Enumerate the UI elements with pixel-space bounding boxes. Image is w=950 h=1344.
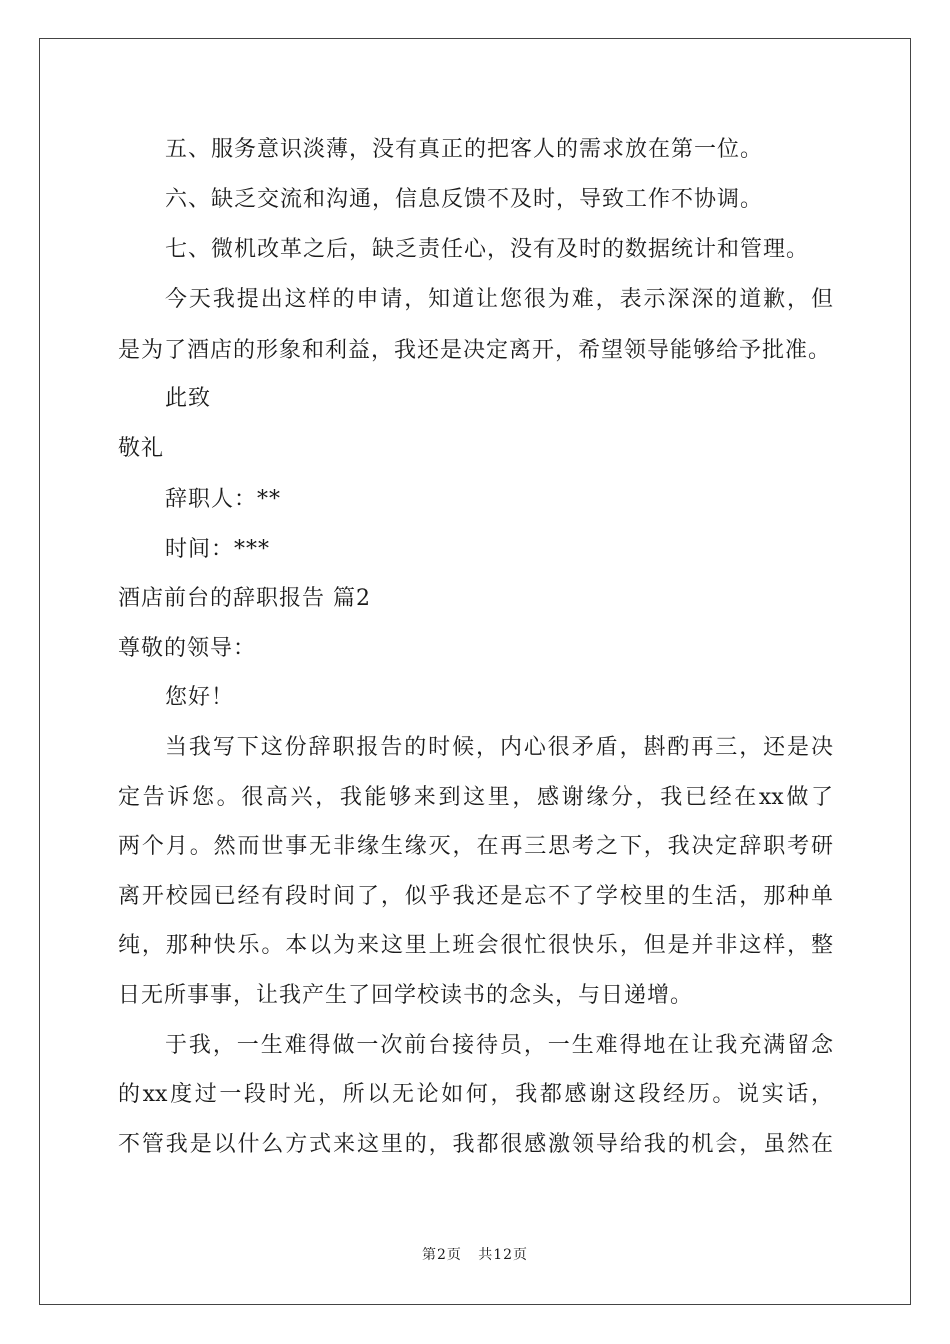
text-line: 定告诉您。很高兴，我能够来到这里，感谢缘分，我已经在xx做了	[118, 785, 833, 810]
text-line: 五、服务意识淡薄，没有真正的把客人的需求放在第一位。	[165, 137, 764, 162]
text-line: 日无所事事，让我产生了回学校读书的念头，与日递增。	[118, 983, 694, 1008]
page-footer: 第2页 共12页	[421, 1247, 529, 1263]
hello-line: 您好！	[165, 685, 235, 710]
text-line: 的xx度过一段时光，所以无论如何，我都感谢这段经历。说实话，	[118, 1082, 833, 1107]
text-line: 离开校园已经有段时间了，似乎我还是忘不了学校里的生活，那种单	[118, 884, 833, 909]
date-line: 时间：***	[165, 537, 271, 562]
salutation-closing: 此致	[165, 386, 212, 411]
signer-line: 辞职人：**	[165, 487, 282, 512]
text-line: 于我，一生难得做一次前台接待员，一生难得地在让我充满留念	[165, 1033, 833, 1058]
text-line: 七、微机改革之后，缺乏责任心，没有及时的数据统计和管理。	[165, 237, 810, 262]
text-line: 六、缺乏交流和沟通，信息反馈不及时，导致工作不协调。	[165, 187, 764, 212]
text-line: 两个月。然而世事无非缘生缘灭，在再三思考之下，我决定辞职考研	[118, 834, 833, 859]
text-line: 纯，那种快乐。本以为来这里上班会很忙很快乐，但是并非这样，整	[118, 933, 833, 958]
text-line: 当我写下这份辞职报告的时候，内心很矛盾，斟酌再三，还是决	[165, 735, 833, 760]
text-line: 今天我提出这样的申请，知道让您很为难，表示深深的道歉，但	[165, 287, 833, 312]
greeting-line: 尊敬的领导：	[118, 636, 257, 661]
section-title: 酒店前台的辞职报告 篇2	[118, 586, 371, 611]
text-line: 是为了酒店的形象和利益，我还是决定离开，希望领导能够给予批准。	[118, 338, 832, 363]
page-frame	[39, 38, 911, 1305]
salutation-regards: 敬礼	[118, 436, 165, 461]
text-line: 不管我是以什么方式来这里的，我都很感激领导给我的机会，虽然在	[118, 1132, 833, 1157]
